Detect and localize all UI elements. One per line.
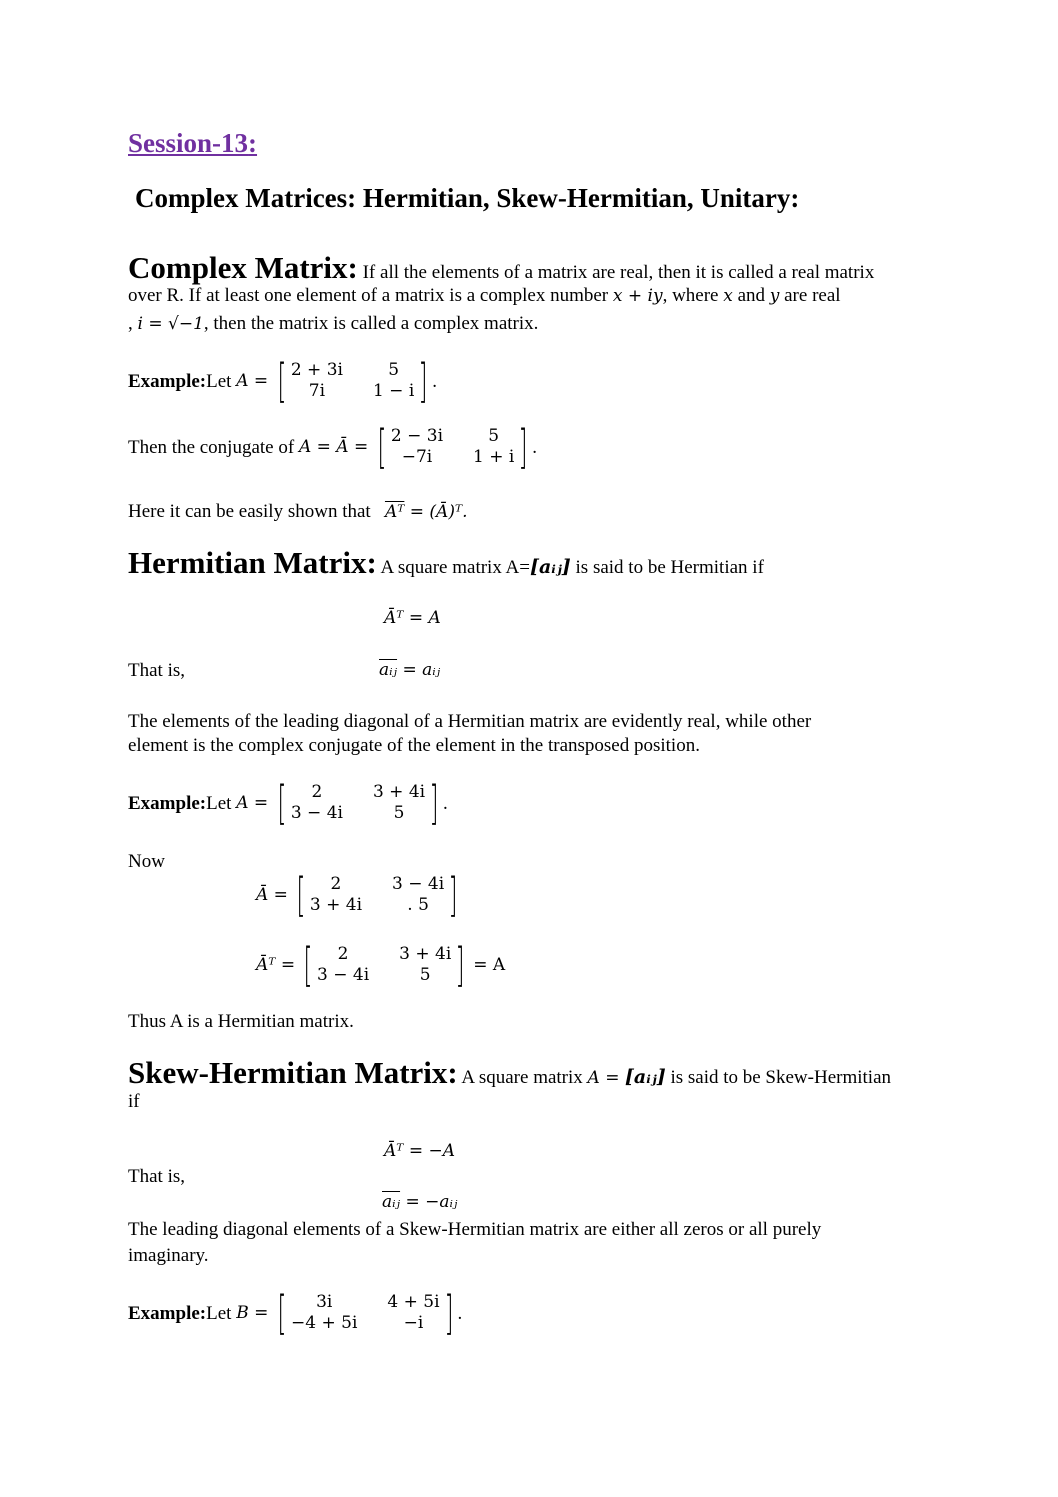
skew-def-if: if [128,1091,140,1112]
text: , [128,313,138,334]
text: Let [206,370,232,392]
skew-desc-line2: imaginary. [128,1245,209,1266]
text: over R. If at least one element of a matrix is a complex number [128,285,613,306]
text: Then the conjugate of [128,436,295,458]
page-title: Complex Matrices: Hermitian, Skew-Hermitian, Unitary: [135,183,800,213]
matrix-grid [291,360,414,402]
abar-transpose-equation [256,938,506,992]
math-expr: = (Ā)ᵀ. [404,502,468,522]
example-label: Example: [128,370,207,392]
math-lhs: Ā = [256,885,288,905]
hermitian-desc-line2: element is the complex conjugate of the element in the transposed position. [128,735,700,756]
math-var: x [723,286,733,306]
that-is-label: That is, [128,660,185,681]
matrix-cell: −i [403,1313,424,1333]
matrix-cell: 5 [419,965,431,985]
skew-def-line [128,1055,891,1091]
skew-desc-line1: The leading diagonal elements of a Skew-Hermitian matrix are either all zeros or all purely [128,1219,822,1240]
matrix-cell: 5 [488,426,500,446]
right-bracket: ] [418,354,428,408]
matrix-cell: 3 − 4i [392,874,445,894]
right-bracket: ] [429,776,439,830]
matrix-cell: 2 − 3i [390,426,444,446]
matrix-cell: 1 + i [473,447,515,467]
matrix-cell: −7i [401,447,433,467]
matrix-cell: . 5 [407,895,429,915]
text: A square matrix [457,1067,588,1088]
text: is said to be Hermitian if [570,557,764,578]
math-expr: $\overline{aᵢⱼ}$ [379,660,398,680]
matrix-cell: 3i [316,1292,333,1312]
matrix-cell: 3 − 4i [317,965,370,985]
right-bracket: ] [444,1286,453,1340]
math-expr: [aᵢⱼ] [624,1066,666,1088]
text: Let [206,792,232,814]
matrix-cell: 3 + 4i [399,944,452,964]
matrix-cell: −4 + 5i [291,1313,358,1333]
session-heading-text: Session-13 [128,128,249,158]
hermitian-conclusion: Thus A is a Hermitian matrix. [128,1011,354,1032]
left-bracket: [ [277,1286,287,1340]
math-expr: [aᵢⱼ] [529,556,571,578]
math-rhs: = A [473,955,506,975]
math-expr: = −aᵢⱼ [400,1192,458,1212]
matrix-grid [391,426,514,468]
shown-line [128,498,468,526]
text: and [732,285,770,306]
matrix-cell: 2 [337,944,349,964]
session-heading [128,128,257,159]
matrix-cell: 5 [393,803,405,823]
matrix [292,868,462,922]
now-label: Now [128,851,165,872]
left-bracket: [ [296,868,306,922]
skew-example: Example: Let B = [ 3i 4 + 5i −4 + 5i −i ] . [128,1286,463,1340]
text: A square matrix A= [376,557,530,578]
hermitian-def-line [128,545,764,581]
right-bracket: ] [448,868,458,922]
matrix-grid [310,874,444,916]
math-expr: $\overline{Aᵀ}$ [384,502,405,522]
text: , where [662,285,724,306]
text: are real [779,285,841,306]
example-label: Example: [128,1302,207,1324]
abar-equation [256,868,462,922]
complex-matrix-line1 [128,250,874,286]
math-lhs: Āᵀ = [256,955,296,975]
math-expr: = aᵢⱼ [397,660,441,680]
math-lhs: B = [236,1302,269,1323]
math-lhs: A = Ā = [298,436,369,457]
that-is-label: That is, [128,1166,185,1187]
complex-matrix-heading: Complex Matrix: [128,250,358,285]
matrix-cell: 2 [311,782,323,802]
math-expr: $\overline{aᵢⱼ}$ [382,1192,401,1212]
matrix-grid [291,782,425,824]
matrix-cell: 7i [308,381,326,401]
matrix-cell: 5 [388,360,400,380]
matrix-cell: 2 [330,874,342,894]
complex-example: Example: Let A = [ 2 + 3i 5 7i 1 − i ] . [128,354,437,408]
matrix-cell: 3 + 4i [372,782,426,802]
text: is said to be Skew-Hermitian [665,1067,892,1088]
right-bracket: ] [518,420,528,474]
text: Here it can be easily shown that [128,501,376,522]
complex-matrix-line2 [128,282,841,310]
conjugate-line: Then the conjugate of A = Ā = [ 2 − 3i 5 −7i 1 + i ] . [128,420,538,474]
math-lhs: A = [236,792,269,813]
session-colon: : [248,128,258,158]
matrix-cell: 3 − 4i [290,803,343,823]
math-expr: A = [587,1068,625,1088]
math-var: y [769,286,780,306]
left-bracket: [ [303,938,313,992]
example-label: Example: [128,792,207,814]
skew-element-equation [382,1192,457,1212]
matrix-grid [317,944,451,986]
matrix [299,938,469,992]
hermitian-equation: Āᵀ = A [384,608,441,628]
left-bracket: [ [277,354,287,408]
text: , then the matrix is called a complex matrix. [203,313,539,334]
text: Let [206,1302,232,1324]
math-lhs: A = [236,370,269,391]
hermitian-heading: Hermitian Matrix: [128,545,377,580]
math-expr: i = √−1 [137,314,204,334]
skew-equation: Āᵀ = −A [384,1141,455,1161]
hermitian-element-equation [379,660,440,680]
complex-matrix-def-text: If all the elements of a matrix are real, then it is called a real matrix [357,262,875,283]
matrix-grid [291,1292,440,1334]
matrix-cell: 3 + 4i [309,895,363,915]
hermitian-example: Example: Let A = [ 2 3 + 4i 3 − 4i 5 ] . [128,776,448,830]
left-bracket: [ [277,776,287,830]
matrix [373,420,532,474]
hermitian-desc-line1: The elements of the leading diagonal of a Hermitian matrix are evidently real, while other [128,711,812,732]
math-expr: x + iy [612,286,663,306]
complex-matrix-line3 [128,310,538,338]
left-bracket: [ [377,420,387,474]
matrix-cell: 4 + 5i [387,1292,440,1312]
skew-hermitian-heading: Skew-Hermitian Matrix: [128,1055,458,1090]
matrix-cell: 2 + 3i [290,360,343,380]
right-bracket: ] [455,938,465,992]
matrix-cell: 1 − i [372,381,415,401]
